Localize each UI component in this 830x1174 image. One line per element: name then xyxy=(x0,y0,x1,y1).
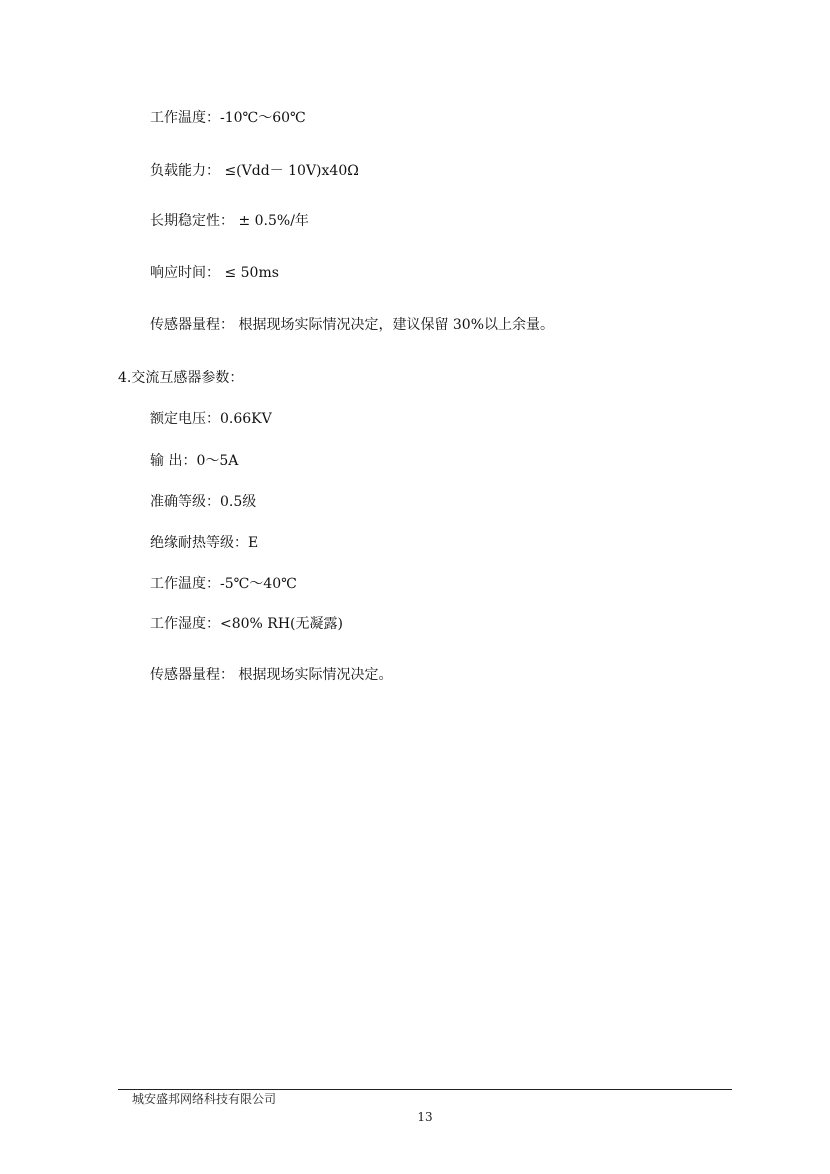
spec-long-term-stability: 长期稳定性： ± 0.5%/年 xyxy=(150,213,309,229)
ac-rated-voltage: 额定电压：0.66KV xyxy=(150,411,272,427)
spec-operating-temperature: 工作温度：-10℃～60℃ xyxy=(150,110,306,126)
ac-operating-temperature: 工作温度：-5℃～40℃ xyxy=(150,576,297,592)
spec-load-capacity: 负载能力： ≤(Vdd－ 10V)x40Ω xyxy=(150,163,359,179)
footer-company-name: 城安盛邦网络科技有限公司 xyxy=(132,1092,277,1106)
ac-insulation-class: 绝缘耐热等级：E xyxy=(150,535,259,551)
spec-sensor-range: 传感器量程： 根据现场实际情况决定，建议保留 30%以上余量。 xyxy=(150,317,555,333)
spec-response-time: 响应时间： ≤ 50ms xyxy=(150,265,279,281)
ac-output: 输 出：0～5A xyxy=(150,453,239,469)
footer-divider xyxy=(118,1089,732,1090)
ac-operating-humidity: 工作湿度：<80% RH(无凝露) xyxy=(150,616,343,632)
section-heading-ac-transformer: 4.交流互感器参数： xyxy=(118,370,244,386)
page-number: 13 xyxy=(417,1110,433,1124)
ac-sensor-range: 传感器量程： 根据现场实际情况决定。 xyxy=(150,667,393,683)
ac-accuracy-class: 准确等级：0.5级 xyxy=(150,494,257,510)
